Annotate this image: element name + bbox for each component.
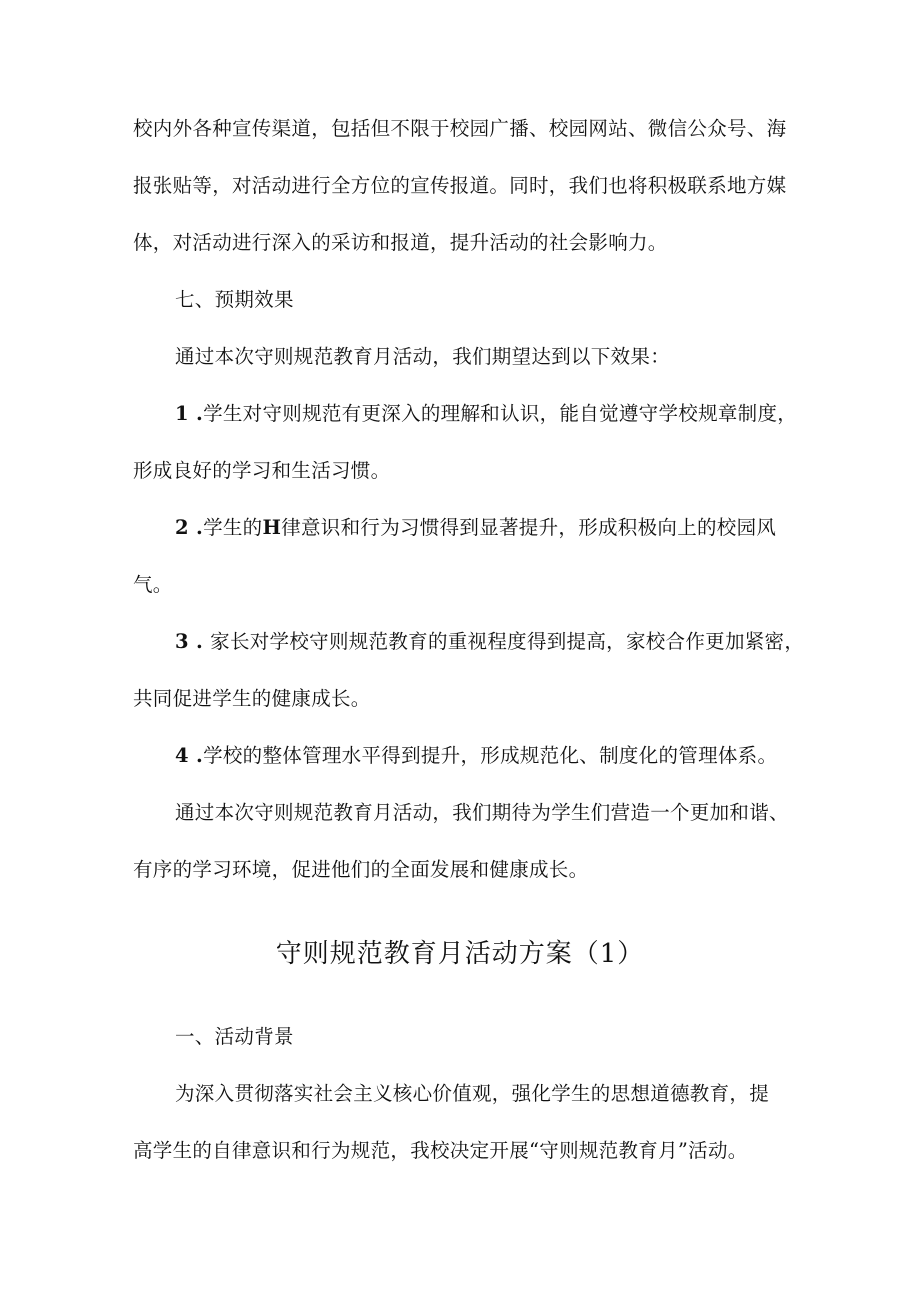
- continuation-line-2: 报张贴等，对活动进行全方位的宣传报道。同时，我们也将积极联系地方媒: [133, 174, 787, 197]
- section-7-intro: 通过本次守则规范教育月活动，我们期望达到以下效果：: [175, 345, 671, 368]
- list-item-4: 4 .学校的整体管理水平得到提升，形成规范化、制度化的管理体系。: [175, 744, 778, 767]
- list-item-3: 3 . 家长对学校守则规范教育的重视程度得到提高，家校合作更加紧密， 共同促进学生的健康成长。: [133, 630, 805, 710]
- section-7-heading: 七、预期效果: [175, 288, 294, 311]
- list-number-2: 2: [175, 516, 189, 539]
- closing-paragraph: 通过本次守则规范教育月活动，我们期待为学生们营造一个更加和谐、 有序的学习环境，促进他们的全面发展和健康成长。: [133, 801, 789, 881]
- list-item-2: 2 .学生的H律意识和行为习惯得到显著提升，形成积极向上的校园风 气。: [133, 516, 777, 596]
- section-1-heading: 一、活动背景: [175, 1025, 294, 1048]
- continuation-paragraph: [133, 100, 798, 271]
- list-item-1: 1 .学生对守则规范有更深入的理解和认识，能自觉遵守学校规章制度， 形成良好的学习和生活习惯。: [133, 402, 798, 482]
- list-number-3: 3: [175, 630, 189, 653]
- continuation-line-1: 校内外各种宣传渠道，包括但不限于校园广播、校园网站、微信公众号、海: [133, 117, 787, 140]
- section-1-paragraph: 为深入贯彻落实社会主义核心价值观，强化学生的思想道德教育，提 高学生的自律意识和行为规范，我校决定开展“守则规范教育月”活动。: [133, 1082, 770, 1162]
- list-number-4: 4: [175, 744, 189, 767]
- continuation-line-3: 体，对活动进行深入的采访和报道，提升活动的社会影响力。: [133, 231, 668, 254]
- document-title: 守则规范教育月活动方案（1）: [275, 939, 645, 969]
- list-number-1: 1: [175, 402, 189, 425]
